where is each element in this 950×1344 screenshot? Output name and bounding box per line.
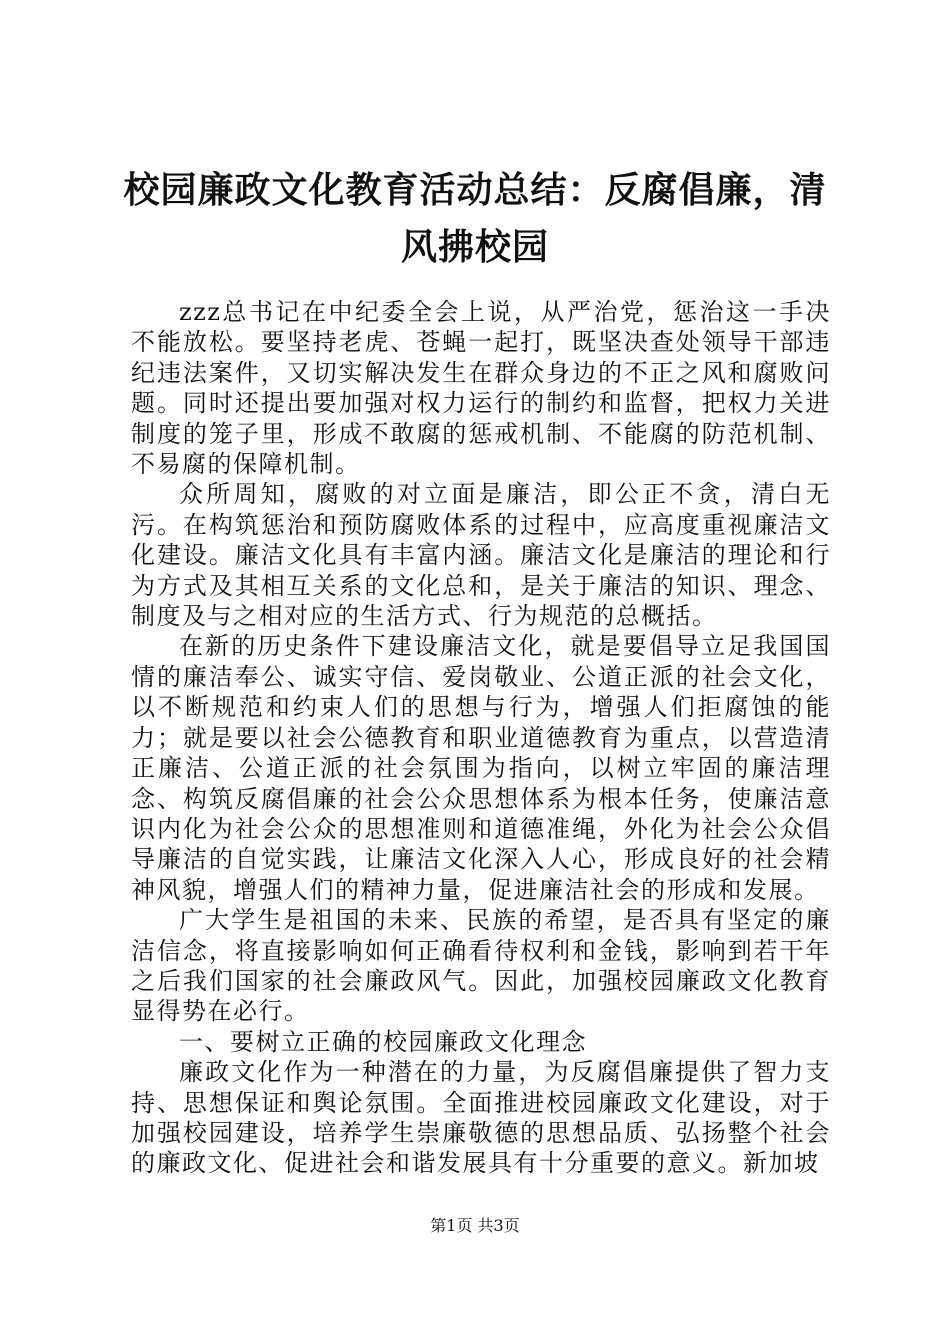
section-heading: 一、要树立正确的校园廉政文化理念 (179, 1027, 587, 1056)
document-body (131, 297, 831, 1179)
paragraph: 在新的历史条件下建设廉洁文化，就是要倡导立足我国国情的廉洁奉公、诚实守信、爱岗敬业、公道正派的社会文化，以不断规范和约束人们的思想与行为，增强人们拒腐蚀的能力；就是要以社会公德教育和职业道德教育为重点，以营造清正廉洁、公道正派的社会氛围为指向，以树立牢固的廉洁理念、构筑反腐倡廉的社会公众思想体系为根本任务，使廉洁意识内化为社会公众的思想准则和道德准绳，外化为社会公众倡导廉洁的自觉实践，让廉洁文化深入人心，形成良好的社会精神风貌，增强人们的精神力量，促进廉洁社会的形成和发展。 (131, 632, 831, 904)
paragraph: zzz总书记在中纪委全会上说，从严治党，惩治这一手决不能放松。要坚持老虎、苍蝇一起打，既坚决查处领导干部违纪违法案件，又切实解决发生在群众身边的不正之风和腐败问题。同时还提出要加强对权力运行的制约和监督，把权力关进制度的笼子里，形成不敢腐的惩戒机制、不能腐的防范机制、不易腐的保障机制。 (131, 298, 831, 479)
paragraph: 广大学生是祖国的未来、民族的希望，是否具有坚定的廉洁信念，将直接影响如何正确看待权利和金钱，影响到若干年之后我们国家的社会廉政风气。因此，加强校园廉政文化教育显得势在必行。 (131, 906, 831, 1026)
page-number-footer: 第1页 共3页 (430, 1216, 520, 1235)
document-title: 校园廉政文化教育活动总结：反腐倡廉，清风拂校园 (123, 170, 827, 268)
paragraph: 众所周知，腐败的对立面是廉洁，即公正不贪，清白无污。在构筑惩治和预防腐败体系的过程中，应高度重视廉洁文化建设。廉洁文化具有丰富内涵。廉洁文化是廉洁的理论和行为方式及其相互关系的文化总和，是关于廉洁的知识、理念、制度及与之相对应的生活方式、行为规范的总概括。 (131, 480, 831, 631)
paragraph: 廉政文化作为一种潜在的力量，为反腐倡廉提供了智力支持、思想保证和舆论氛围。全面推进校园廉政文化建设，对于加强校园建设，培养学生崇廉敬德的思想品质、弘扬整个社会的廉政文化、促进社会和谐发展具有十分重要的意义。新加坡 (131, 1058, 831, 1178)
